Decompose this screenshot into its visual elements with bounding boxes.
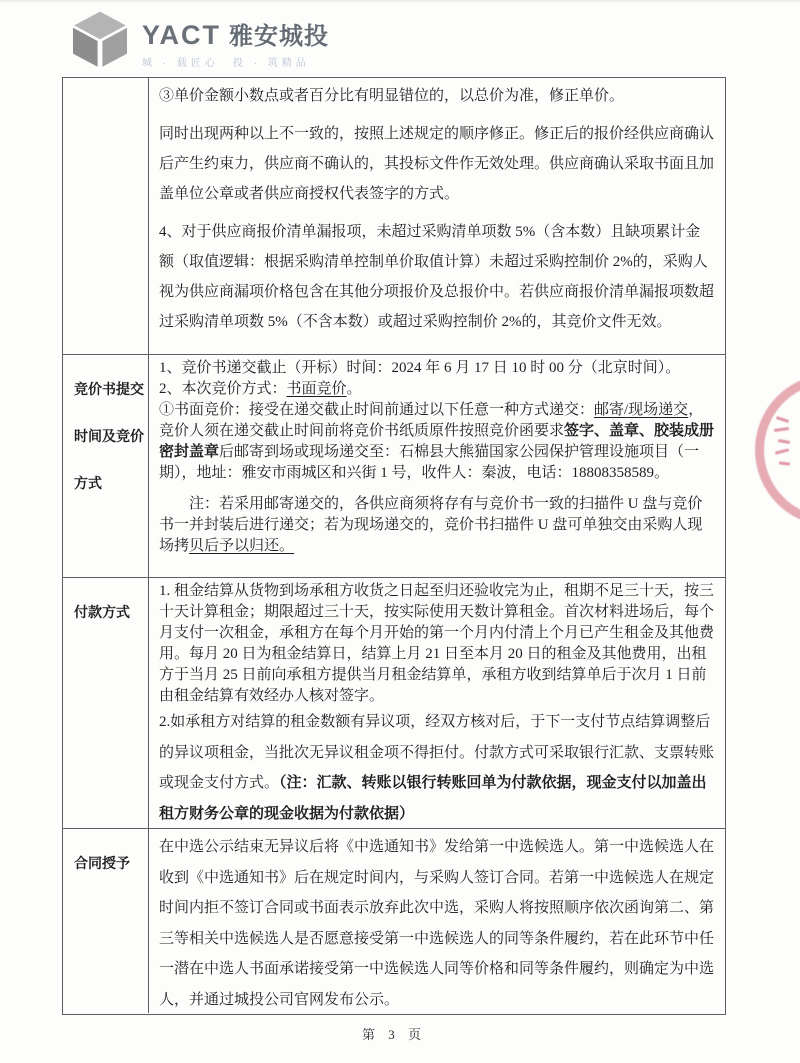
paragraph: 2、本次竞价方式：书面竞价。 (159, 381, 362, 397)
row-content (149, 78, 725, 354)
red-seal-stamp-icon (748, 370, 800, 530)
table-row (63, 828, 725, 1013)
row-label: 合同授予 (63, 829, 149, 1013)
note-paragraph: 注：若采用邮寄递交的，各供应商须将存有与竞价书一致的扫描件 U 盘与竞价书一并封装后进行递交；若为现场递交的，竞价书扫描件 U 盘可单独交由采购人现场拷贝后予以归还。 (159, 496, 703, 554)
underlined-text: 邮寄/现场递交 (594, 402, 689, 418)
brand-block (142, 8, 329, 69)
row-content (149, 355, 725, 577)
paragraph: 4、对于供应商报价清单漏报项，未超过采购清单项数 5%（含本数）且缺项累计金额（取值逻辑：根据采购清单控制单价取值计算）未超过采购控制价 2%的，采购人视为供应商漏项价格包含在其他分项报价及总报价中。若供应商报价清单漏报项数超过采购清单项数 5%（不含本数）或超过采购控制价 2%的，其竞价文件无效。 (159, 224, 715, 330)
paragraph: 同时出现两种以上不一致的，按照上述规定的顺序修正。修正后的报价经供应商确认后产生约束力，供应商不确认的，其投标文件作无效处理。供应商确认采取书面且加盖单位公章或者供应商授权代表签字的方式。 (159, 126, 715, 202)
paragraph: 2.如承租方对结算的租金数额有异议项，经双方核对后，于下一支付节点结算调整后的异议项租金，当批次无异议租金项不得拒付。付款方式可采取银行汇款、支票转账或现金支付方式。（注：汇款、转账以银行转账回单为付款依据，现金支付以加盖出租方财务公章的现金收据为付款依据） (159, 714, 715, 822)
table-row (63, 78, 725, 354)
brand-latin: YACT (142, 20, 222, 50)
bold-text: 签字、盖章、胶装成册密封盖章 (159, 423, 715, 460)
row-content (149, 829, 725, 1013)
table-row (63, 577, 725, 828)
row-label: 竞价书提交时间及竞价方式 (63, 355, 149, 577)
paragraph: 在中选公示结束无异议后将《中选通知书》发给第一中选候选人。第一中选候选人在收到《中选通知书》后在规定时间内，与采购人签订合同。若第一中选候选人在规定时间内拒不签订合同或书面表示放弃此次中选，采购人将按照顺序依次函询第二、第三等相关中选候选人是否愿意接受第一中选候选人的同等条件履约，若在此环节中任一潜在中选人书面承诺接受第一中选候选人同等价格和同等条件履约，则确定为中选人，并通过城投公司官网发布公示。 (159, 839, 715, 1008)
underlined-text: 贝后予以归还。 (189, 538, 295, 554)
paragraph: 1. 租金结算从货物到场承租方收货之日起至归还验收完为止，租期不足三十天，按三十天计算租金；期限超过三十天，按实际使用天数计算租金。首次材料进场后，每个月支付一次租金，承租方在每个月开始的第一个月内付清上个月已产生租金及其他费用。每月 20 日为租金结算日，结算上月 21 日至本月 20 日的租金及其他费用，出租方于当月 25 日前向承租方提供当月租金结算单，承租方收到结算单后于次月 1 日前由租金结算有效经办人核对签字。 (159, 583, 715, 704)
paragraph: ③单价金额小数点或者百分比有明显错位的，以总价为准，修正单价。 (159, 88, 625, 104)
cube-icon (68, 8, 132, 68)
table-row (63, 354, 725, 577)
underlined-text: 书面竞价 (286, 381, 347, 397)
row-label (63, 78, 149, 354)
document-table (62, 77, 726, 1015)
brand-cjk: 雅安城投 (229, 23, 330, 50)
row-content (149, 578, 725, 828)
page-number: 第 3 页 (361, 1027, 426, 1042)
letterhead (68, 8, 329, 69)
paragraph: 1、竞价书递交截止（开标）时间：2024 年 6 月 17 日 10 时 00 分（北京时间）。 (159, 360, 681, 376)
row-label: 付款方式 (63, 578, 149, 828)
brand-tagline: 城 · 载匠心 投 · 筑精品 (142, 58, 310, 69)
bold-text: （注：汇款、转账以银行转账回单为付款依据，现金支付以加盖出租方财务公章的现金收据为付款依据） (159, 775, 707, 822)
paragraph: ①书面竞价：接受在递交截止时间前通过以下任意一种方式递交：邮寄/现场递交，竞价人须在递交截止时间前将竞价书纸质原件按照竞价函要求签字、盖章、胶装成册密封盖章后邮寄到场或现场递交至：石棉县大熊猫国家公园保护管理设施项目（一期），地址：雅安市雨城区和兴街 1 号，收件人：秦波，电话：18808358589。 (159, 402, 715, 481)
